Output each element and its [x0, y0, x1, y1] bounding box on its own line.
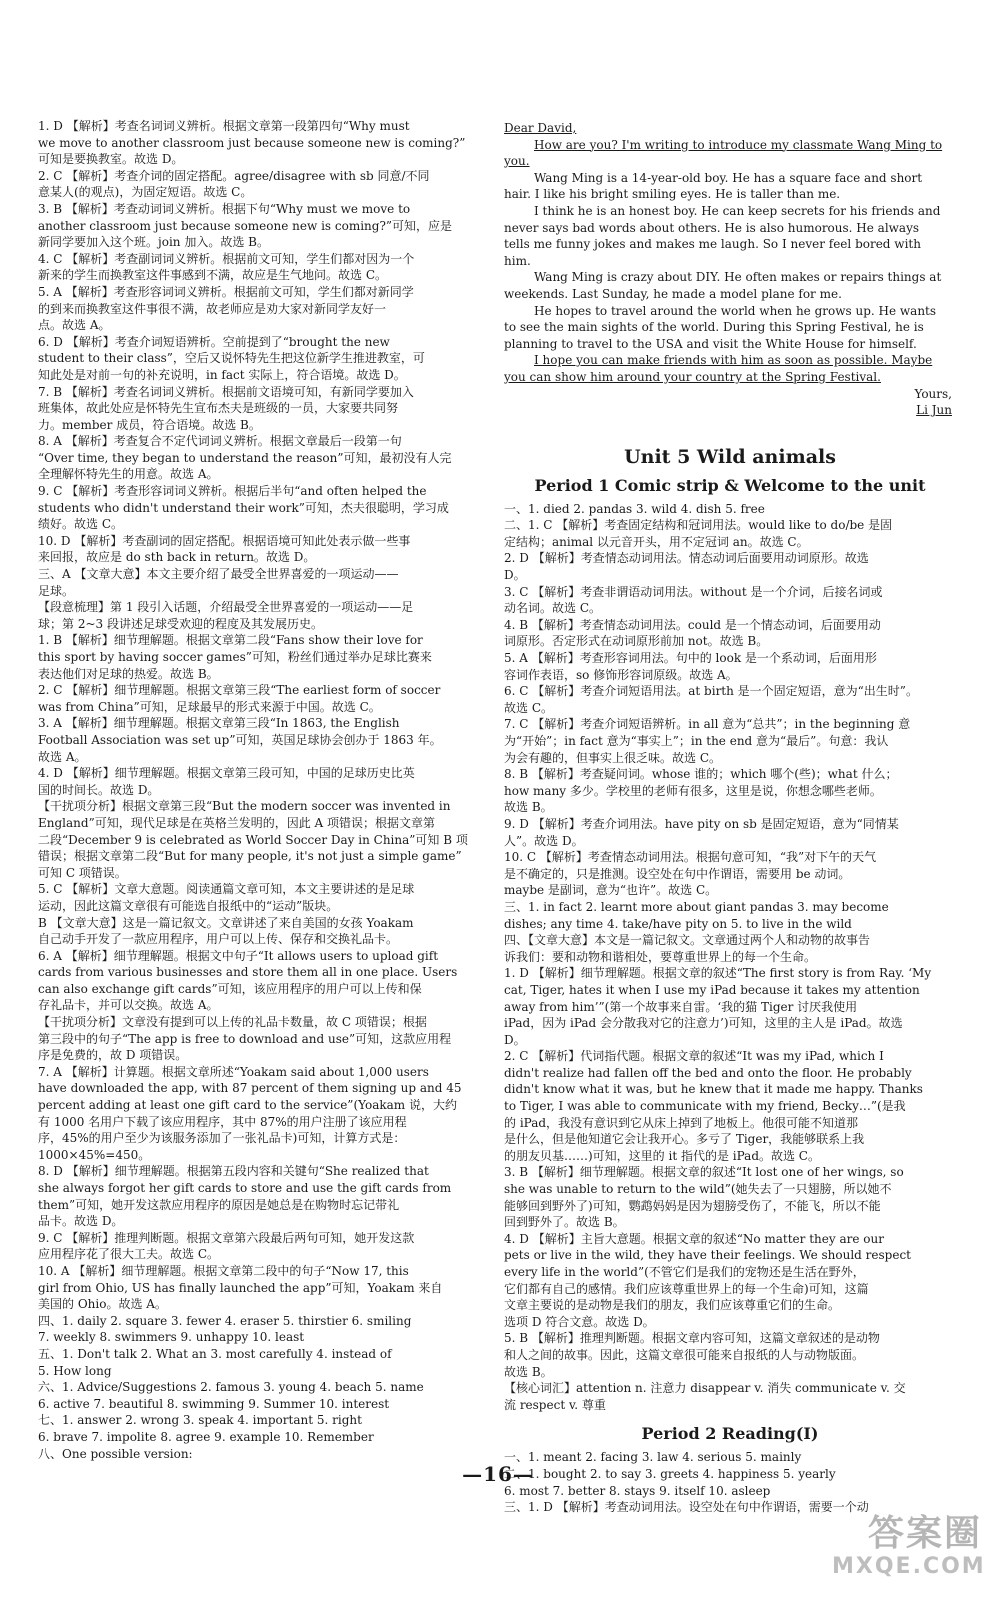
answer-line: girl from Ohio, US has finally launched the app”可知，Yoakam 来自 — [38, 1280, 443, 1295]
answer-line: cat, Tiger, hates it when I use my iPad because it takes my attention — [504, 982, 920, 997]
answer-line: 7. B 【解析】考查名词词义辨析。根据前文语境可知，有新同学要加入 — [38, 384, 414, 399]
answer-line: 【段意梳理】第 1 段引入话题，介绍最受全世界喜爱的一项运动——足 — [38, 600, 414, 615]
answer-line: 故选 B。 — [504, 800, 553, 815]
answer-line: 3. B 【解析】考查动词词义辨析。根据下句“Why must we move to — [38, 201, 411, 216]
answer-line: 10. D 【解析】考查副词的固定搭配。根据语境可知此处表示做一些事 — [38, 533, 411, 548]
answer-line: student to their class”，空后又说怀特先生把这位新学生推进教室，可 — [38, 351, 425, 366]
answer-line: 应用程序花了很大工夫。故选 C。 — [38, 1247, 219, 1262]
letter-signature: Li Jun — [916, 403, 952, 418]
answer-line: 6. C 【解析】考查介词短语用法。at birth 是一个固定短语，意为“出生时”。 — [504, 684, 918, 699]
answer-line: 3. C 【解析】考查非谓语动词用法。without 是一个介词，后接名词或 — [504, 584, 883, 599]
answer-line: 故选 B。 — [504, 1364, 553, 1379]
answer-line: 四、【文章大意】本文是一篇记叙文。文章通过两个人和动物的故事告 — [504, 933, 871, 948]
answer-line: 3. B 【解析】细节理解题。根据文章的叙述“It lost one of her wings, so — [504, 1165, 904, 1180]
answer-line: 是什么，但是他知道它会让我开心。多亏了 Tiger，我能够联系上我 — [504, 1132, 865, 1147]
answer-line: 2. C 【解析】细节理解题。根据文章第三段“The earliest form of soccer — [38, 683, 441, 698]
letter-greeting: Dear David, — [504, 121, 577, 135]
answer-line: students who didn't understand their work”可知，杰夫很聪明，学习成 — [38, 500, 449, 515]
letter-paragraph: I hope you can make friends with him as soon as possible. Maybe — [534, 353, 933, 368]
answer-line: didn't know what it was, but he knew that it made me happy. Thanks — [504, 1082, 923, 1097]
answer-line: 球；第 2~3 段讲述足球受欢迎的程度及其发展历史。 — [38, 616, 323, 631]
letter-closing: Yours, — [914, 386, 952, 401]
letter — [504, 120, 956, 419]
answer-line: 定结构；animal 以元音开头，用不定冠词 an。故选 C。 — [504, 534, 809, 549]
answer-line: 8. A 【解析】考查复合不定代词词义辨析。根据文章最后一段第一句 — [38, 434, 402, 449]
answer-line: 三、A 【文章大意】本文主要介绍了最受全世界喜爱的一项运动—— — [38, 567, 399, 582]
answer-line: 6. most 7. better 8. stays 9. itself 10. asleep — [504, 1483, 771, 1498]
answer-line: dishes; any time 4. take/have pity on 5. to live in the wild — [504, 916, 852, 931]
watermark-url: MXQE.COM — [832, 1554, 986, 1579]
answer-line: 5. A 【解析】考查形容词词义辨析。根据前文可知，学生们都对新同学 — [38, 284, 414, 299]
answer-line: was from China”可知，足球最早的形式来源于中国。故选 C。 — [38, 699, 381, 714]
letter-paragraph: He hopes to travel around the world when he grows up. He wants — [534, 303, 937, 318]
answer-line: 第三段中的句子“The app is free to download and use”可知，这款应用程 — [38, 1031, 452, 1046]
answer-line: 3. A 【解析】细节理解题。根据文章第三段“In 1863, the English — [38, 716, 400, 731]
answer-line: 全理解怀特先生的用意。故选 A。 — [38, 467, 219, 482]
answer-line: 7. weekly 8. swimmers 9. unhappy 10. least — [38, 1330, 305, 1345]
answer-line: 七、1. answer 2. wrong 3. speak 4. important 5. right — [38, 1413, 362, 1428]
answer-line: England”可知，现代足球是在英格兰发明的，因此 A 项错误；根据文章第 — [38, 815, 436, 830]
answer-line: 序是免费的，故 D 项错误。 — [38, 1048, 188, 1063]
answer-line: 1. B 【解析】细节理解题。根据文章第二段“Fans show their love for — [38, 633, 423, 648]
unit-title: Unit 5 Wild animals — [624, 445, 836, 468]
answer-line: 4. C 【解析】考查副词词义辨析。根据前文可知，学生们都对因为一个 — [38, 251, 415, 266]
answer-line: cards from various businesses and store them all in one place. Users — [38, 965, 458, 980]
answer-line: 运动，因此这篇文章很有可能选自报纸中的“运动”版块。 — [38, 898, 339, 913]
answer-line: Football Association was set up”可知，英国足球协会创办于 1863 年。 — [38, 732, 442, 747]
answer-line: 6. D 【解析】考查介词短语辨析。空前提到了“brought the new — [38, 334, 390, 349]
answer-line: 二、1. C 【解析】考查固定结构和冠词用法。would like to do/be 是固 — [504, 518, 893, 533]
answer-line: 四、1. daily 2. square 3. fewer 4. eraser 5. thirstier 6. smiling — [38, 1313, 412, 1328]
answer-line: 新来的学生而换教室这件事感到不满，故应是生气地问。故选 C。 — [38, 268, 387, 283]
letter-paragraph: tells me funny jokes and makes me laugh. So I never feel bored with — [504, 237, 921, 252]
answer-line: D。 — [504, 568, 526, 583]
answer-line: we move to another classroom just because someone new is coming?” — [38, 135, 466, 150]
right-column — [504, 120, 956, 1516]
answer-line: she was unable to return to the wild”(她失去了一只翅膀，所以她不 — [504, 1182, 892, 1197]
answer-line: 回到野外了。故选 B。 — [504, 1215, 625, 1230]
answer-line: 来回报，故应是 do sth back in return。故选 D。 — [38, 550, 316, 565]
answer-line: 五、1. Don't talk 2. What an 3. most carefully 4. instead of — [38, 1346, 392, 1361]
answer-line: 8. D 【解析】细节理解题。根据第五段内容和关键句“She realized that — [38, 1164, 429, 1179]
letter-paragraph: you. — [504, 154, 530, 169]
answer-line: percent adding at least one gift card to the service”(Yoakam 说，大约 — [38, 1098, 457, 1113]
answer-line: 八、One possible version: — [38, 1446, 193, 1461]
answer-line: maybe 是副词，意为“也许”。故选 C。 — [504, 883, 718, 898]
answer-line: 流 respect v. 尊重 — [504, 1397, 606, 1412]
answer-line: 是不确定的，只是推测。设空处在句中作谓语，需要用 be 动词。 — [504, 866, 851, 881]
answer-line: 三、1. in fact 2. learnt more about giant pandas 3. may become — [504, 899, 889, 914]
answer-line: 有 1000 名用户下载了该应用程序，其中 87%的用户注册了该应用程 — [38, 1114, 407, 1129]
answer-line: have downloaded the app, with 87 percent of them signing up and 45 — [38, 1081, 462, 1096]
answer-line: 2. D 【解析】考查情态动词用法。情态动词后面要用动词原形。故选 — [504, 551, 869, 566]
answer-line: away from him’”(第一个故事来自雷。‘我的猫 Tiger 讨厌我使用 — [504, 999, 858, 1014]
watermark-text: 答案圈 — [867, 1513, 982, 1554]
answer-line: 1. D 【解析】细节理解题。根据文章的叙述“The first story is from Ray. ‘My — [504, 966, 932, 981]
letter-paragraph: Wang Ming is a 14-year-old boy. He has a square face and short — [534, 170, 923, 185]
answer-line: 5. A 【解析】考查形容词用法。句中的 look 是一个系动词，后面用形 — [504, 651, 877, 666]
answer-line: 选项 D 符合文意。故选 D。 — [504, 1314, 655, 1329]
answer-line: 5. C 【解析】文章大意题。阅读通篇文章可知，本文主要讲述的是足球 — [38, 882, 415, 897]
answer-line: how many 多少。学校里的老师有很多，这里是说，你想念哪些老师。 — [504, 783, 882, 798]
answer-line: can also exchange gift cards”可知，该应用程序的用户可以上传和保 — [38, 981, 422, 996]
period-2-title: Period 2 Reading(Ⅰ) — [641, 1424, 819, 1444]
answer-line: 存礼品卡，并可以交换。故选 A。 — [38, 998, 219, 1013]
answer-line: 10. C 【解析】考查情态动词用法。根据句意可知，“我”对下午的天气 — [504, 850, 877, 865]
answer-line: 2. C 【解析】考查介词的固定搭配。agree/disagree with sb 同意/不同 — [38, 168, 430, 183]
answer-line: 三、1. D 【解析】考查动词用法。设空处在句中作谓语，需要一个动 — [504, 1500, 869, 1515]
answer-line: 【核心词汇】attention n. 注意力 disappear v. 消失 communicate v. 交 — [504, 1381, 906, 1396]
answer-line: 点。故选 A。 — [38, 318, 111, 333]
answer-line: 表达他们对足球的热爱。故选 B。 — [38, 666, 219, 681]
answer-line: 【干扰项分析】文章没有提到可以上传的礼品卡数量，故 C 项错误；根据 — [38, 1015, 427, 1030]
answer-line: 和人之间的故事。因此，这篇文章很可能来自报纸的人与动物版面。 — [504, 1347, 865, 1362]
letter-paragraph: hair. I like his bright smiling eyes. He is taller than me. — [504, 187, 841, 202]
answer-line: 一、1. meant 2. facing 3. law 4. serious 5. mainly — [504, 1450, 802, 1465]
letter-paragraph: How are you? I'm writing to introduce my classmate Wang Ming to — [534, 137, 943, 152]
answer-line: every life in the world”(不管它们是我们的宠物还是生活在野外， — [504, 1265, 865, 1279]
answer-lines — [504, 501, 956, 1414]
answer-line: iPad，因为 iPad 会分散我对它的注意力’)可知，这里的主人是 iPad。故选 — [504, 1016, 903, 1031]
answer-line: 它们都有自己的感情。我们应该尊重世界上的每一个生命)可知，这篇 — [504, 1281, 869, 1296]
answer-line: to Tiger, I was able to communicate with my friend, Becky…”(是我 — [504, 1099, 906, 1114]
answer-line: 知此处是对前一句的补充说明，in fact 实际上，符合语境。故选 D。 — [38, 367, 406, 382]
answer-line: another classroom just because someone new is coming?”可知，应是 — [38, 218, 453, 233]
answer-line: 品卡。故选 D。 — [38, 1214, 124, 1229]
left-column — [38, 118, 490, 1462]
answer-line: 4. B 【解析】考查情态动词用法。could 是一个情态动词，后面要用动 — [504, 617, 881, 632]
answer-line: 错误；根据文章第二段“But for many people, it's not just a simple game” — [38, 849, 462, 864]
answer-line: 美国的 Ohio。故选 A。 — [38, 1297, 167, 1312]
letter-paragraph: never says bad words about others. He is also humorous. He always — [504, 220, 920, 235]
answer-line: 词原形。否定形式在动词原形前加 not。故选 B。 — [504, 634, 769, 649]
answer-line: 为会有趣的，但事实上很乏味。故选 C。 — [504, 750, 721, 765]
answer-line: 故选 A。 — [38, 749, 87, 764]
answer-line: 2. C 【解析】代词指代题。根据文章的叙述“It was my iPad, which I — [504, 1049, 884, 1064]
letter-paragraph: Wang Ming is crazy about DIY. He often makes or repairs things at — [534, 270, 942, 285]
answer-line: 诉我们：要和动物和谐相处，要尊重世界上的每一个生命。 — [504, 949, 817, 964]
answer-line: 1000×45%=450。 — [38, 1147, 151, 1162]
answer-line: she always forgot her gift cards to store and use the gift cards from — [38, 1181, 452, 1195]
answer-line: 人”。故选 D。 — [504, 833, 584, 848]
letter-paragraph: planning to travel to the USA and visit the White House for himself. — [504, 336, 917, 351]
answer-line: 二段“December 9 is celebrated as World Soccer Day in China”可知 B 项 — [38, 832, 468, 847]
answer-line: 足球。 — [38, 583, 75, 598]
answer-line: 能够回到野外了)可知，鹦鹉妈妈是因为翅膀受伤了，不能飞，所以不能 — [504, 1198, 881, 1213]
answer-line: 序，45%的用户至少为该服务添加了一张礼品卡)可知，计算方式是： — [38, 1131, 406, 1146]
answer-line: 可知 C 项错误。 — [38, 865, 127, 880]
answer-line: 可知是要换教室。故选 D。 — [38, 152, 184, 167]
letter-paragraph: to see the main sights of the world. During this Spring Festival, he is — [504, 320, 924, 335]
answer-line: 班集体，故此处应是怀特先生宣布杰夫是班级的一员，大家要共同努 — [38, 401, 399, 416]
answer-line: 1. D 【解析】考查名词词义辨析。根据文章第一段第四句“Why must — [38, 119, 410, 133]
letter-paragraph: him. — [504, 253, 531, 268]
answer-line: 6. brave 7. impolite 8. agree 9. example 10. Remember — [38, 1429, 374, 1444]
answer-line: them”可知，她开发这款应用程序的原因是她总是在购物时忘记带礼 — [38, 1197, 400, 1212]
answer-line: 8. B 【解析】考查疑问词。whose 谁的；which 哪个(些)；what 什么； — [504, 767, 898, 782]
answer-line: 6. A 【解析】细节理解题。根据文中句子“It allows users to upload gift — [38, 948, 439, 963]
answer-line: 6. active 7. beautiful 8. swimming 9. Summer 10. interest — [38, 1396, 390, 1411]
answer-line: didn't realize had fallen off the bed and onto the floor. He probably — [504, 1065, 912, 1080]
answer-line: 9. C 【解析】考查形容词词义辨析。根据后半句“and often helped the — [38, 484, 427, 499]
answer-line: 的到来而换教室这件事很不满，故老师应是劝大家对新同学友好一 — [38, 301, 387, 316]
letter-paragraph: I think he is an honest boy. He can keep secrets for his friends and — [534, 203, 941, 218]
answer-line: 的朋友贝基……)可知，这里的 it 指代的是 iPad。故选 C。 — [504, 1148, 820, 1163]
answer-line: “Over time, they began to understand the reason”可知，最初没有人完 — [38, 450, 452, 465]
answer-line: 自己动手开发了一款应用程序，用户可以上传、保存和交换礼品卡。 — [38, 932, 399, 947]
answer-line: 二、1. bought 2. to say 3. greets 4. happiness 5. yearly — [504, 1466, 836, 1481]
answer-line: 【干扰项分析】根据文章第三段“But the modern soccer was invented in — [38, 799, 451, 814]
answer-line: 为“开始”；in fact 意为“事实上”；in the end 意为“最后”。句意：我认 — [504, 734, 889, 748]
answer-line: 故选 C。 — [504, 700, 553, 715]
answer-line: 文章主要说的是动物是我们的朋友，我们应该尊重它们的生命。 — [504, 1298, 841, 1313]
answer-line: 绩好。故选 C。 — [38, 517, 123, 532]
answer-line: 9. D 【解析】考查介词用法。have pity on sb 是固定短语，意为“同情某 — [504, 816, 899, 831]
period-1-title: Period 1 Comic strip & Welcome to the unit — [534, 475, 926, 495]
answer-line: 7. C 【解析】考查介词短语辨析。in all 意为“总共”；in the beginning 意 — [504, 717, 911, 732]
page-number: —16— — [462, 1462, 534, 1486]
answer-line: 5. B 【解析】推理判断题。根据文章内容可知，这篇文章叙述的是动物 — [504, 1331, 880, 1346]
answer-line: pets or live in the wild, they have their feelings. We should respect — [504, 1248, 911, 1263]
answer-line: 4. D 【解析】细节理解题。根据文章第三段可知，中国的足球历史比英 — [38, 766, 415, 781]
answer-line: D。 — [504, 1032, 526, 1047]
answer-line: this sport by having soccer games”可知，粉丝们通过举办足球比赛来 — [38, 650, 432, 664]
letter-paragraph: you can show him around your country at the Spring Festival. — [504, 369, 881, 384]
answer-line: 10. A 【解析】细节理解题。根据文章第二段中的句子“Now 17, this — [38, 1263, 409, 1278]
answer-line: 动名词。故选 C。 — [504, 601, 601, 616]
answer-line: 7. A 【解析】计算题。根据文章所述“Yoakam said about 1,000 users — [38, 1064, 429, 1079]
answer-line: 意某人(的观点)，为固定短语。故选 C。 — [38, 185, 253, 200]
answer-line: 国的时间长。故选 D。 — [38, 782, 160, 797]
letter-paragraph: weekends. Last Sunday, he made a model plane for me. — [504, 286, 842, 301]
answer-line: 4. D 【解析】主旨大意题。根据文章的叙述“No matter they are our — [504, 1231, 884, 1246]
answer-line: 新同学要加入这个班。join 加入。故选 B。 — [38, 235, 269, 250]
watermark-logo — [832, 1513, 986, 1592]
answer-line: 的 iPad，我没有意识到它从床上掉到了地板上。他很可能不知道那 — [504, 1115, 859, 1130]
answer-line: 容词作表语，so 修饰形容词原级。故选 A。 — [504, 667, 738, 682]
answer-line: B 【文章大意】这是一篇记叙文。文章讲述了来自美国的女孩 Yoakam — [38, 915, 414, 930]
answer-line: 六、1. Advice/Suggestions 2. famous 3. young 4. beach 5. name — [38, 1380, 424, 1395]
answer-line: 一、1. died 2. pandas 3. wild 4. dish 5. free — [504, 501, 765, 516]
answer-line: 9. C 【解析】推理判断题。根据文章第六段最后两句可知，她开发这款 — [38, 1230, 415, 1245]
answer-line: 5. How long — [38, 1363, 112, 1378]
answer-line: 力。member 成员，符合语境。故选 B。 — [38, 417, 261, 432]
